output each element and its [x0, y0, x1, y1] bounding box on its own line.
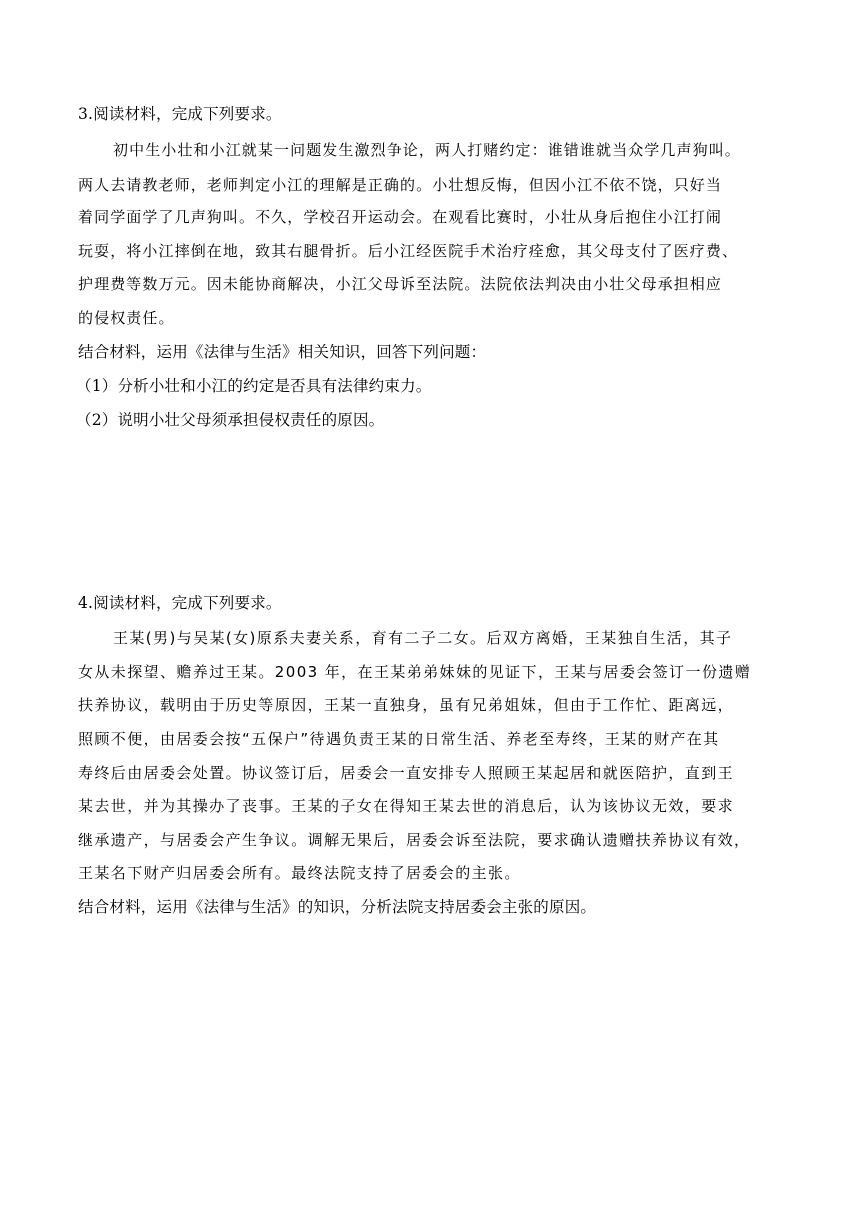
- question-3-material-line: 的侵权责任。: [78, 309, 175, 327]
- question-3-title: 3.阅读材料，完成下列要求。: [78, 105, 282, 123]
- question-4-material-line: 照顾不便，由居委会按“五保户”待遇负责王某的日常生活、养老至寿终，王某的财产在其: [78, 730, 720, 748]
- question-3-material-line: 护理费等数万元。因未能协商解决，小江父母诉至法院。法院依法判决由小壮父母承担相应: [78, 275, 723, 293]
- question-4-instruction: 结合材料，运用《法律与生活》的知识，分析法院支持居委会主张的原因。: [78, 898, 597, 916]
- question-3-subquestion-2: （2）说明小壮父母须承担侵权责任的原因。: [76, 411, 385, 429]
- question-3-instruction: 结合材料，运用《法律与生活》相关知识，回答下列问题：: [78, 343, 487, 361]
- question-3-material-line: 初中生小壮和小江就某一问题发生激烈争论，两人打赌约定：谁错谁就当众学几声狗叫。: [113, 141, 741, 159]
- question-4-material-line: 王某名下财产归居委会所有。最终法院支持了居委会的主张。: [78, 864, 521, 882]
- question-4-material-line: 寿终后由居委会处置。协议签订后，居委会一直安排专人照顾王某起居和就医陪护，直到王: [78, 764, 735, 782]
- question-3-material-line: 玩耍，将小江摔倒在地，致其右腿骨折。后小江经医院手术治疗痊愈，其父母支付了医疗费、: [78, 242, 739, 260]
- question-4-title: 4.阅读材料，完成下列要求。: [78, 594, 282, 612]
- question-4-material-line: 某去世，并为其操办了丧事。王某的子女在得知王某去世的消息后，认为该协议无效，要求: [78, 797, 735, 815]
- question-4-material-line: 继承遗产，与居委会产生争议。调解无果后，居委会诉至法院，要求确认遗赠扶养协议有效，: [78, 831, 751, 849]
- question-4-material-line: 王某(男)与吴某(女)原系夫妻关系，育有二子二女。后双方离婚，王某独自生活，其子: [113, 629, 733, 647]
- question-3-subquestion-1: （1）分析小壮和小江的约定是否具有法律约束力。: [76, 377, 432, 395]
- question-3-material-line: 着同学面学了几声狗叫。不久，学校召开运动会。在观看比赛时，小壮从身后抱住小江打闹: [78, 208, 723, 226]
- question-4-material-line: 女从未探望、赡养过王某。2003 年，在王某弟弟妹妹的见证下，王某与居委会签订一份遗赠: [78, 663, 752, 681]
- question-4-material-line: 扶养协议，载明由于历史等原因，王某一直独身，虽有兄弟姐妹，但由于工作忙、距离远，: [78, 696, 735, 714]
- question-3-material-line: 两人去请教老师，老师判定小江的理解是正确的。小壮想反悔，但因小江不依不饶，只好当: [78, 176, 723, 194]
